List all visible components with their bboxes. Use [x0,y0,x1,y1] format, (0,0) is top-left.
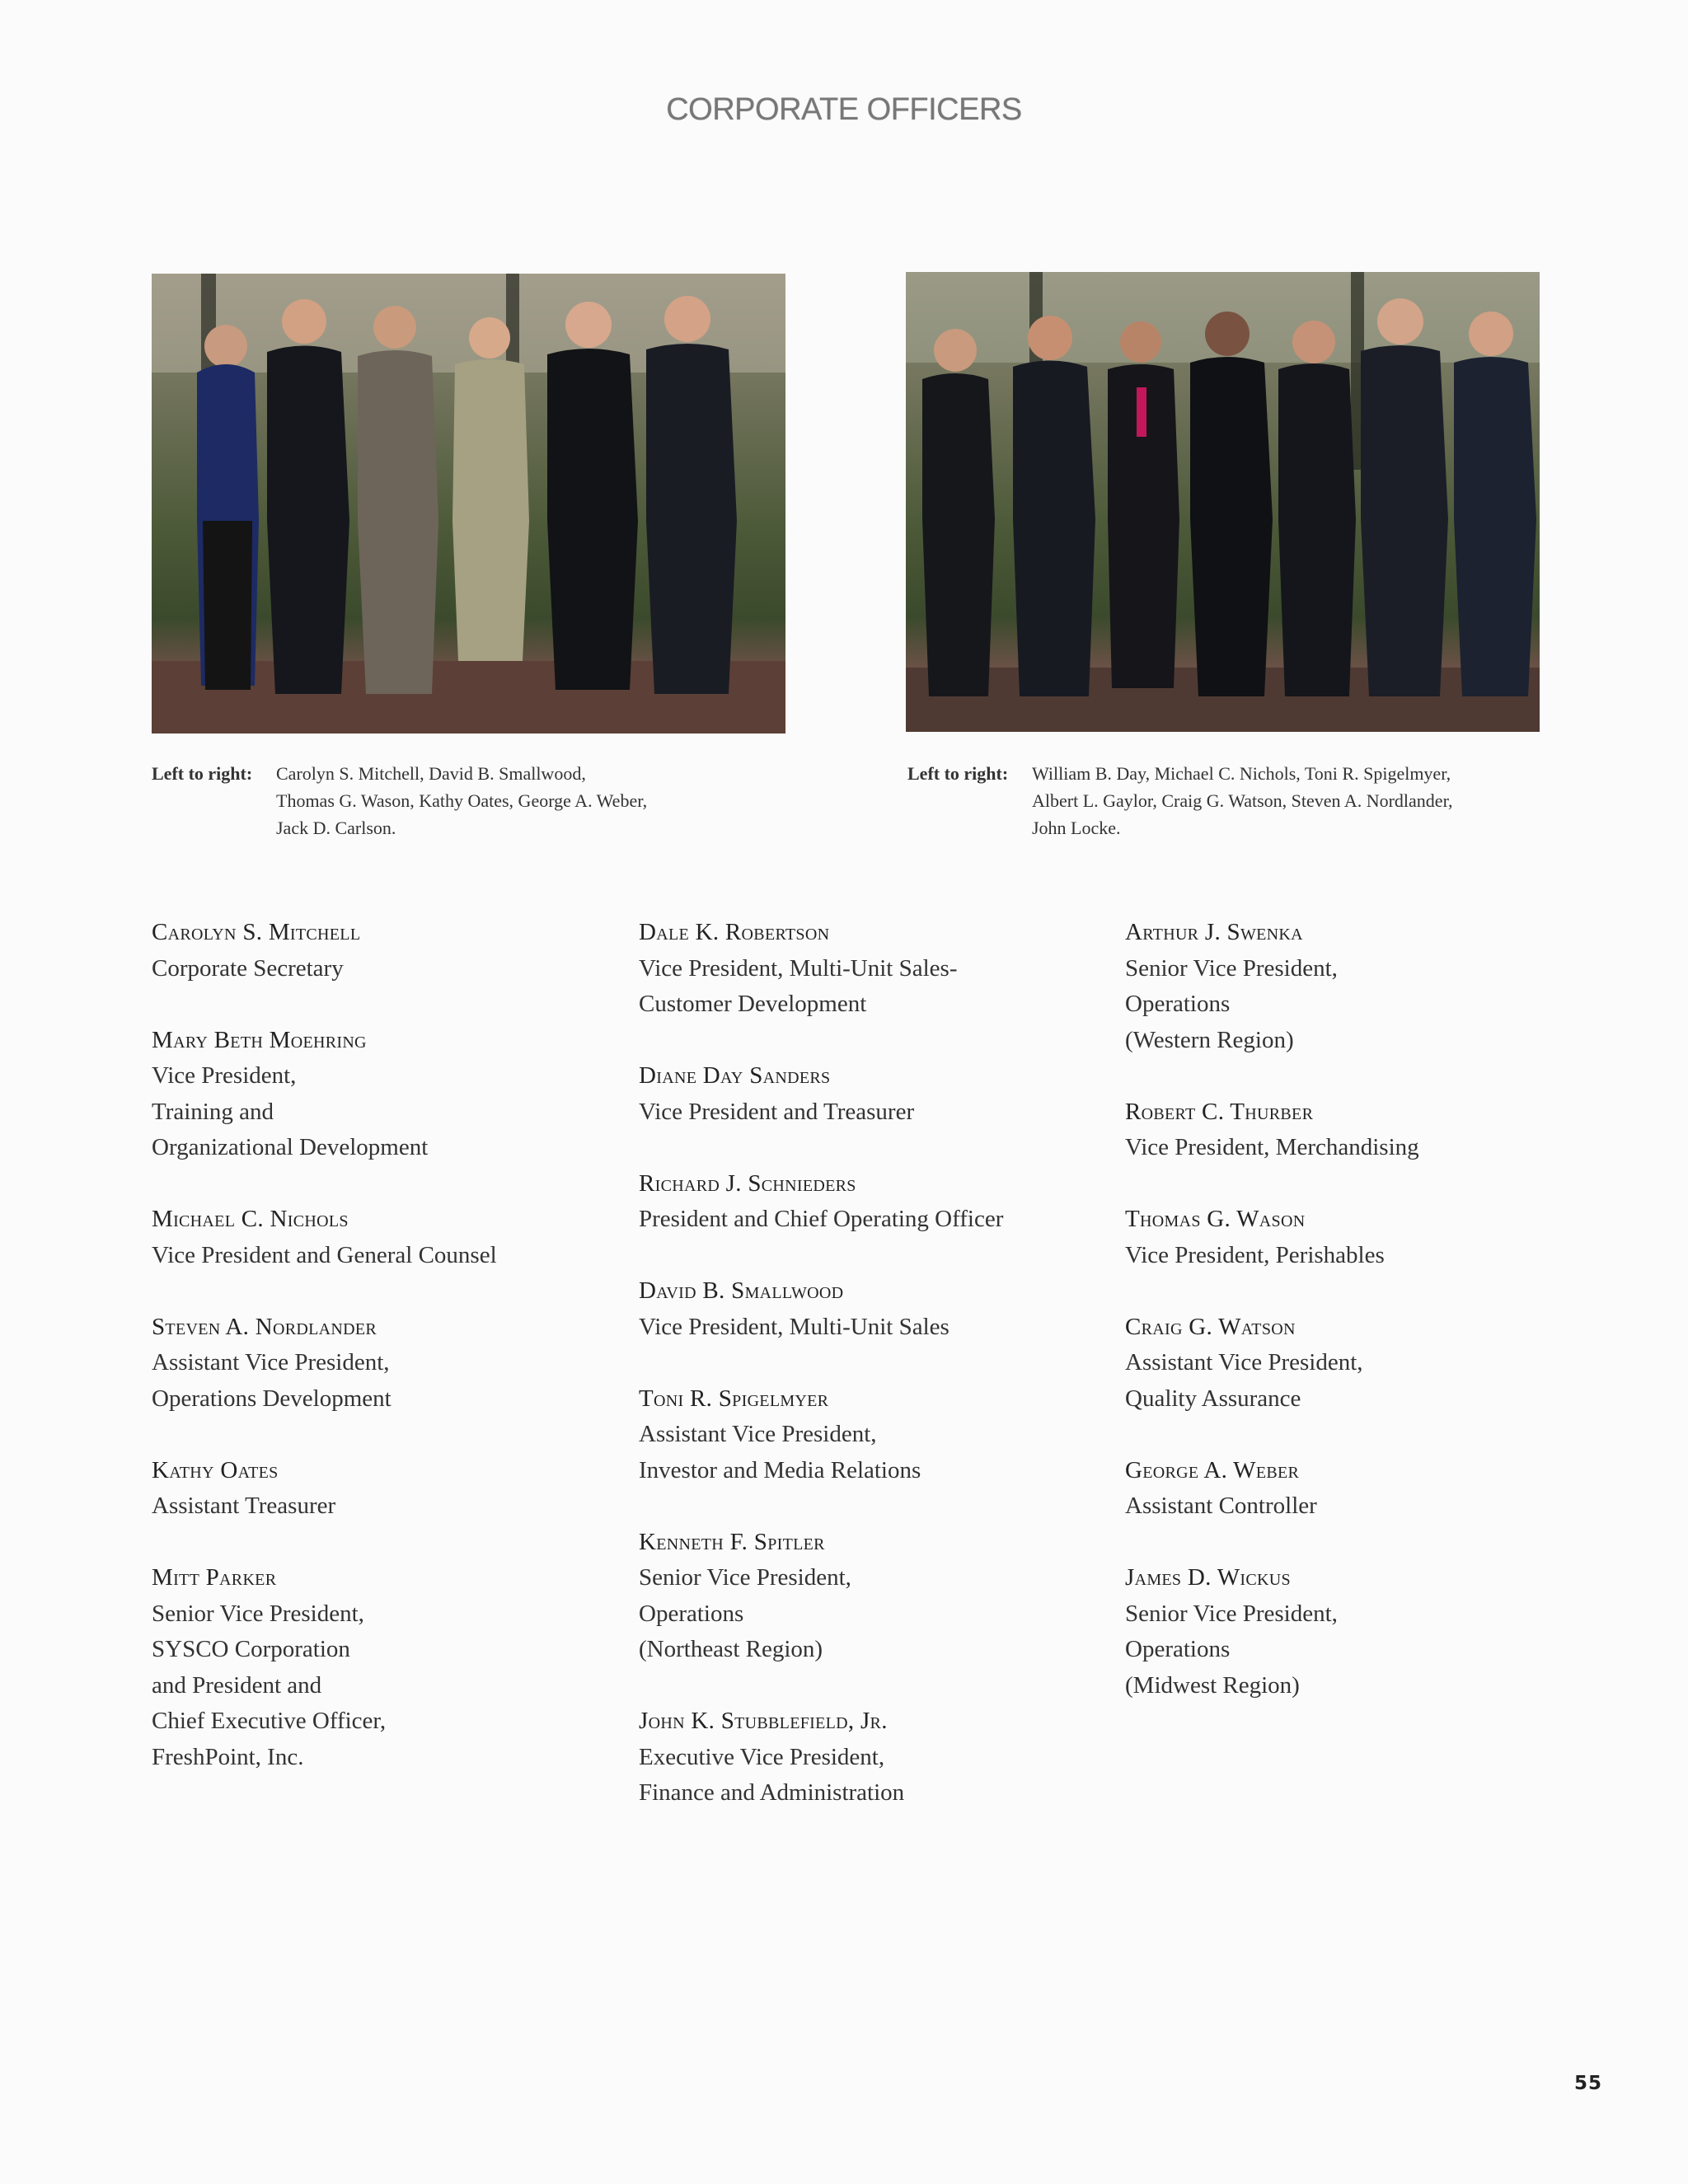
officer-name: David B. Smallwood [639,1277,844,1304]
page-title: CORPORATE OFFICERS [666,92,1022,127]
officer-entry [639,1381,1100,1489]
officer-entry [152,1310,613,1418]
page-number: 55 [1574,2073,1603,2094]
officer-name: Craig G. Watson [1125,1313,1296,1340]
officer-name: Kathy Oates [152,1456,279,1483]
caption-line: Jack D. Carlson. [276,818,396,838]
officer-entry [639,915,1100,1023]
officer-name: Carolyn S. Mitchell [152,919,361,945]
officer-column-1 [152,915,613,1811]
officer-title: Vice President, Multi-Unit Sales [639,1313,950,1340]
officer-name: Mary Beth Moehring [152,1026,367,1053]
officer-column-2 [639,915,1100,1847]
caption-line: Thomas G. Wason, Kathy Oates, George A. Weber, [276,790,648,811]
officer-column-3 [1125,915,1587,1740]
officer-name: Michael C. Nichols [152,1206,349,1232]
officer-title: Vice President and General Counsel [152,1241,497,1268]
officer-entry [1125,1560,1587,1704]
officer-title: Vice President and Treasurer [639,1098,915,1125]
officer-entry [152,1202,613,1273]
officer-name: John K. Stubblefield, Jr. [639,1708,888,1734]
officer-title: Assistant Treasurer [152,1493,336,1519]
officer-title: Assistant Vice President, Quality Assurance [1125,1349,1363,1412]
officer-entry [1125,1094,1587,1166]
officer-title: Senior Vice President, Operations (Midwest Region) [1125,1600,1338,1699]
officer-entry [639,1166,1100,1238]
caption-lead: Left to right: [907,763,1009,784]
caption-line: Albert L. Gaylor, Craig G. Watson, Steven A. Nordlander, [1032,790,1453,811]
caption-lead: Left to right: [152,763,253,784]
officer-title: Vice President, Perishables [1125,1241,1385,1268]
officer-title: Assistant Vice President, Operations Development [152,1349,392,1412]
officer-title: Senior Vice President, Operations (Western Region) [1125,954,1338,1053]
officer-title: Vice President, Multi-Unit Sales- Customer Development [639,954,958,1017]
officer-title: Corporate Secretary [152,954,344,982]
officer-name: Thomas G. Wason [1125,1206,1306,1232]
officer-entry [639,1704,1100,1811]
officer-name: Diane Day Sanders [639,1062,831,1089]
caption-line: John Locke. [1032,818,1121,838]
officer-name: James D. Wickus [1125,1564,1291,1591]
officer-name: Richard J. Schnieders [639,1169,856,1197]
officer-entry [639,1273,1100,1345]
officer-title: Senior Vice President, SYSCO Corporation and President and Chief Executive Officer, FreshPoint, Inc. [152,1600,387,1770]
officer-title: Vice President, Merchandising [1125,1134,1419,1160]
officer-entry [152,1560,613,1775]
officer-entry [152,915,613,987]
officer-name: Kenneth F. Spitler [639,1528,825,1555]
group-photo-1-image [152,274,785,733]
caption-line: William B. Day, Michael C. Nichols, Toni R. Spigelmyer, [1032,763,1451,784]
officer-name: Dale K. Robertson [639,919,830,945]
officer-entry [152,1453,613,1525]
officer-title: Assistant Controller [1125,1493,1317,1519]
officer-entry [639,1058,1100,1130]
officer-title: Executive Vice President, Finance and Administration [639,1743,905,1806]
officer-name: Steven A. Nordlander [152,1313,377,1340]
group-photo-2 [906,272,1540,732]
officer-name: Mitt Parker [152,1564,277,1591]
officer-entry [1125,1453,1587,1525]
caption-names [276,760,647,841]
officer-name: Toni R. Spigelmyer [639,1385,829,1412]
officer-entry [152,1023,613,1166]
officer-title: Assistant Vice President, Investor and Media Relations [639,1421,921,1483]
officer-title: President and Chief Operating Officer [639,1206,1004,1232]
officer-entry [639,1525,1100,1668]
officer-title: Senior Vice President, Operations (Northeast Region) [639,1564,851,1662]
officer-title: Vice President, Training and Organizational Development [152,1062,429,1160]
officer-entry [1125,1202,1587,1273]
group-photo-1 [152,274,785,733]
officer-name: Robert C. Thurber [1125,1098,1314,1125]
group-photo-2-image [906,272,1540,732]
officer-entry [1125,915,1587,1058]
officer-name: George A. Weber [1125,1456,1300,1483]
officer-entry [1125,1310,1587,1418]
caption-line: Carolyn S. Mitchell, David B. Smallwood, [276,763,586,784]
officer-name: Arthur J. Swenka [1125,919,1303,945]
caption-names [1032,760,1453,841]
